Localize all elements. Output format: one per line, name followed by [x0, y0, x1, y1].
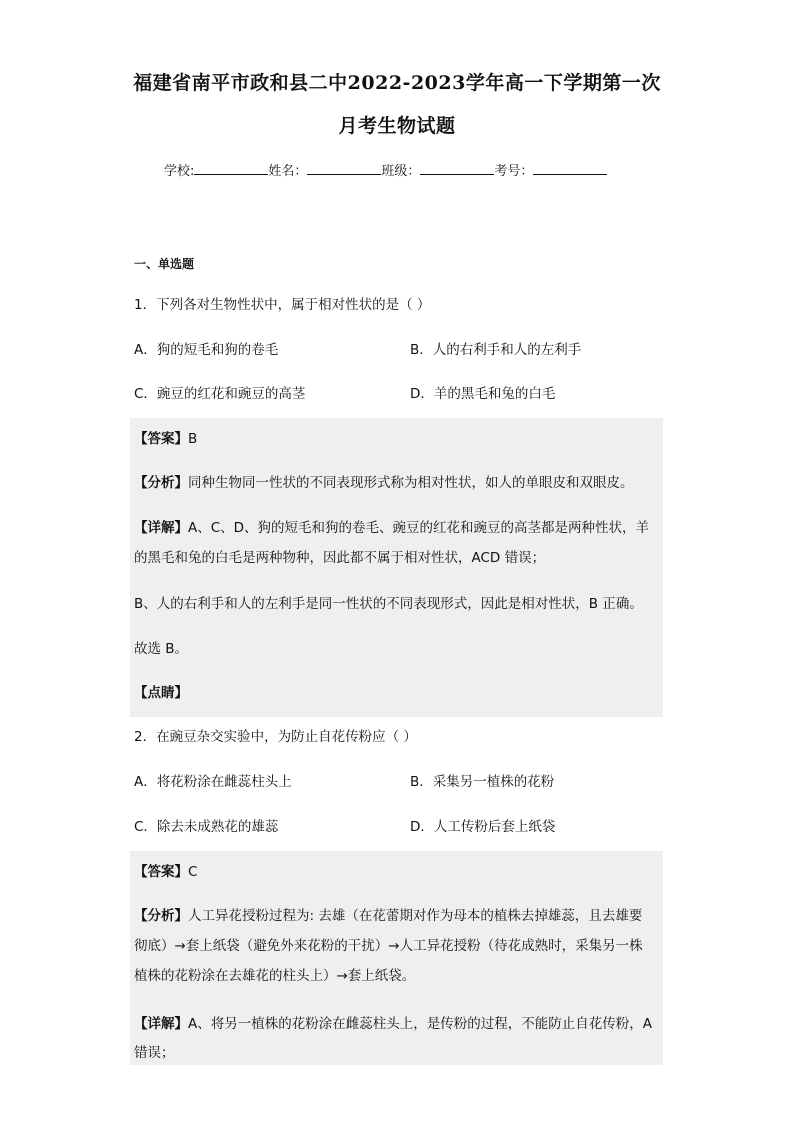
- section-heading: 一、单选题: [134, 257, 195, 271]
- school-blank[interactable]: [194, 160, 268, 175]
- question-1-comment: [134, 681, 188, 701]
- question-2-option-c: C．除去未成熟花的雄蕊: [134, 819, 279, 835]
- school-label: 学校:: [164, 164, 195, 179]
- question-1-analysis: [134, 471, 634, 491]
- question-1-detail-line2: 的黑毛和兔的白毛是两种物种，因此都不属于相对性状，ACD 错误；: [134, 550, 546, 566]
- answer-tag: 【答案】: [134, 431, 188, 447]
- question-1-stem: 1．下列各对生物性状中，属于相对性状的是（ ）: [134, 297, 431, 313]
- question-2-option-b: B．采集另一植株的花粉: [410, 774, 555, 790]
- question-1-option-d: D．羊的黑毛和兔的白毛: [410, 386, 556, 402]
- detail-tag: 【详解】: [134, 520, 188, 536]
- class-label: 班级：: [381, 164, 421, 179]
- question-1-answer: [134, 427, 197, 447]
- analysis-text: 同种生物同一性状的不同表现形式称为相对性状，如人的单眼皮和双眼皮。: [188, 475, 634, 491]
- analysis-tag: 【分析】: [134, 475, 188, 491]
- question-1-detail-line3: B、人的右利手和人的左利手是同一性状的不同表现形式，因此是相对性状，B 正确。: [134, 596, 643, 612]
- question-1-detail-line1: [134, 516, 649, 536]
- detail-text: A、将另一植株的花粉涂在雌蕊柱头上，是传粉的过程，不能防止自花传粉，A: [188, 1016, 652, 1032]
- comment-tag: 【点睛】: [134, 685, 188, 701]
- detail-text: A、C、D、狗的短毛和狗的卷毛、豌豆的红花和豌豆的高茎都是两种性状，羊: [188, 520, 650, 536]
- exam-title-line1: 福建省南平市政和县二中2022-2023学年高一下学期第一次: [133, 72, 661, 94]
- question-2-analysis-line2: 彻底）→套上纸袋（避免外来花粉的干扰）→人工异花授粉（待花成熟时，采集另一株: [134, 938, 643, 954]
- answer-value: C: [188, 864, 198, 880]
- question-2-option-a: A．将花粉涂在雌蕊柱头上: [134, 774, 292, 790]
- question-2-solution-box: [130, 851, 663, 1065]
- number-blank[interactable]: [533, 160, 607, 175]
- number-label: 考号：: [494, 164, 534, 179]
- question-2-option-d: D．人工传粉后套上纸袋: [410, 819, 556, 835]
- analysis-text: 人工异花授粉过程为: 去雄（在花蕾期对作为母本的植株去掉雄蕊，且去雄要: [188, 908, 643, 924]
- question-2-answer: [134, 860, 197, 880]
- analysis-tag: 【分析】: [134, 908, 188, 924]
- question-2-detail-line1: [134, 1012, 652, 1032]
- detail-tag: 【详解】: [134, 1016, 188, 1032]
- question-2-stem: 2．在豌豆杂交实验中，为防止自花传粉应（ ）: [134, 729, 417, 745]
- question-1-option-c: C．豌豆的红花和豌豆的高茎: [134, 386, 306, 402]
- name-label: 姓名：: [268, 164, 308, 179]
- question-1-conclusion: 故选 B。: [134, 641, 189, 657]
- question-2-analysis-line1: [134, 904, 642, 924]
- answer-value: B: [188, 431, 198, 447]
- question-2-detail-line2: 错误；: [134, 1045, 175, 1061]
- class-blank[interactable]: [420, 160, 494, 175]
- student-info-row: [164, 160, 607, 179]
- question-1-option-a: A．狗的短毛和狗的卷毛: [134, 342, 279, 358]
- exam-title-line2: 月考生物试题: [338, 115, 456, 137]
- question-2-analysis-line3: 植株的花粉涂在去雄花的柱头上）→套上纸袋。: [134, 968, 416, 984]
- question-1-solution-box: [130, 418, 663, 717]
- question-1-option-b: B．人的右利手和人的左利手: [410, 342, 582, 358]
- name-blank[interactable]: [307, 160, 381, 175]
- answer-tag: 【答案】: [134, 864, 188, 880]
